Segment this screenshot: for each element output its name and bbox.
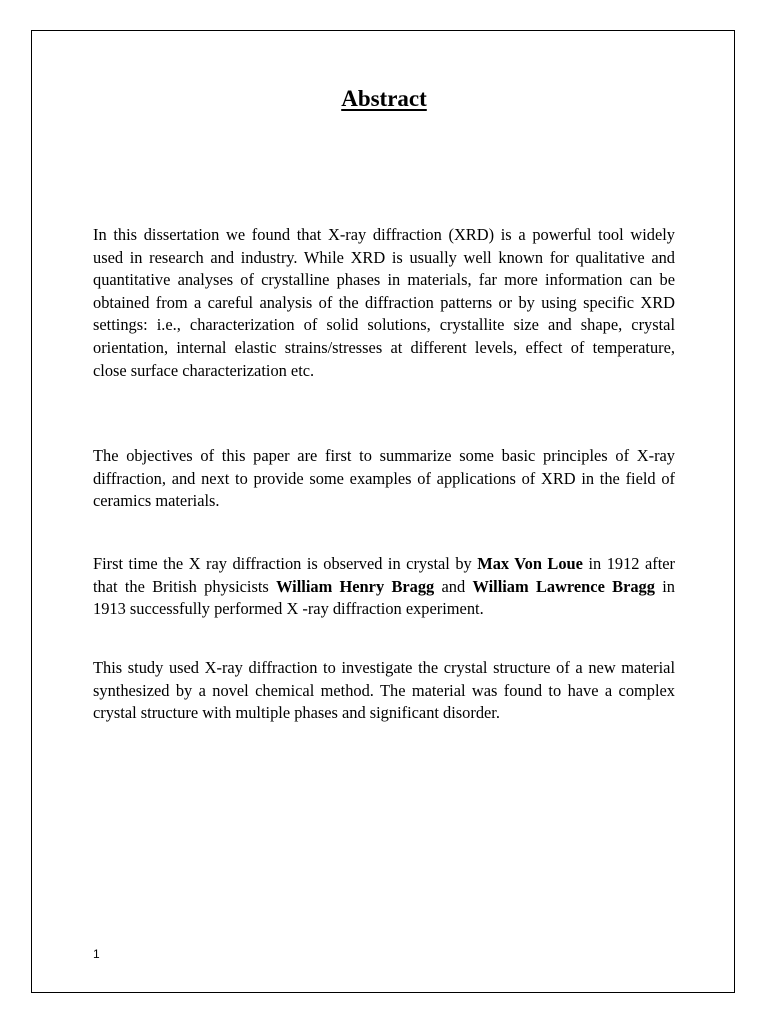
paragraph-study: This study used X-ray diffraction to investigate the crystal structure of a new material synthesized by a novel chemical method. The material was found to have a complex crystal structure with multiple phases and significant disorder. xyxy=(93,658,675,723)
history-text-2: in 1912 after that the British physicists xyxy=(93,554,675,596)
page-number: 1 xyxy=(93,947,100,961)
page-title: Abstract xyxy=(341,86,427,111)
paragraph-objectives: The objectives of this paper are first to summarize some basic principles of X-ray diffraction, and next to provide some examples of applications of XRD in the field of ceramics materials. xyxy=(93,446,675,511)
scientist-name-loue: Max Von Loue xyxy=(477,554,583,573)
history-text-3: and xyxy=(434,576,473,596)
scientist-name-lawrence-bragg: William Lawrence Bragg xyxy=(472,576,655,596)
paragraph-intro: In this dissertation we found that X-ray diffraction (XRD) is a powerful tool widely used in research and industry. While XRD is usually well known for qualitative and quantitative analyses of crystalline phases in materials, far more information can be obtained from a careful analysis of the diffraction patterns or by using specific XRD settings: i.e., characterization of solid solutions, crystallite size and shape, crystal orientation, internal elastic strains/stresses at different levels, effect of temperature, close surface characterization etc. xyxy=(93,225,675,380)
paragraph-history xyxy=(93,553,675,621)
history-text-1: First time the X ray diffraction is observed in crystal by xyxy=(93,554,478,573)
history-text-4: in 1913 successfully performed X -ray diffraction experiment. xyxy=(93,576,675,619)
scientist-name-henry-bragg: William Henry Bragg xyxy=(276,576,435,596)
